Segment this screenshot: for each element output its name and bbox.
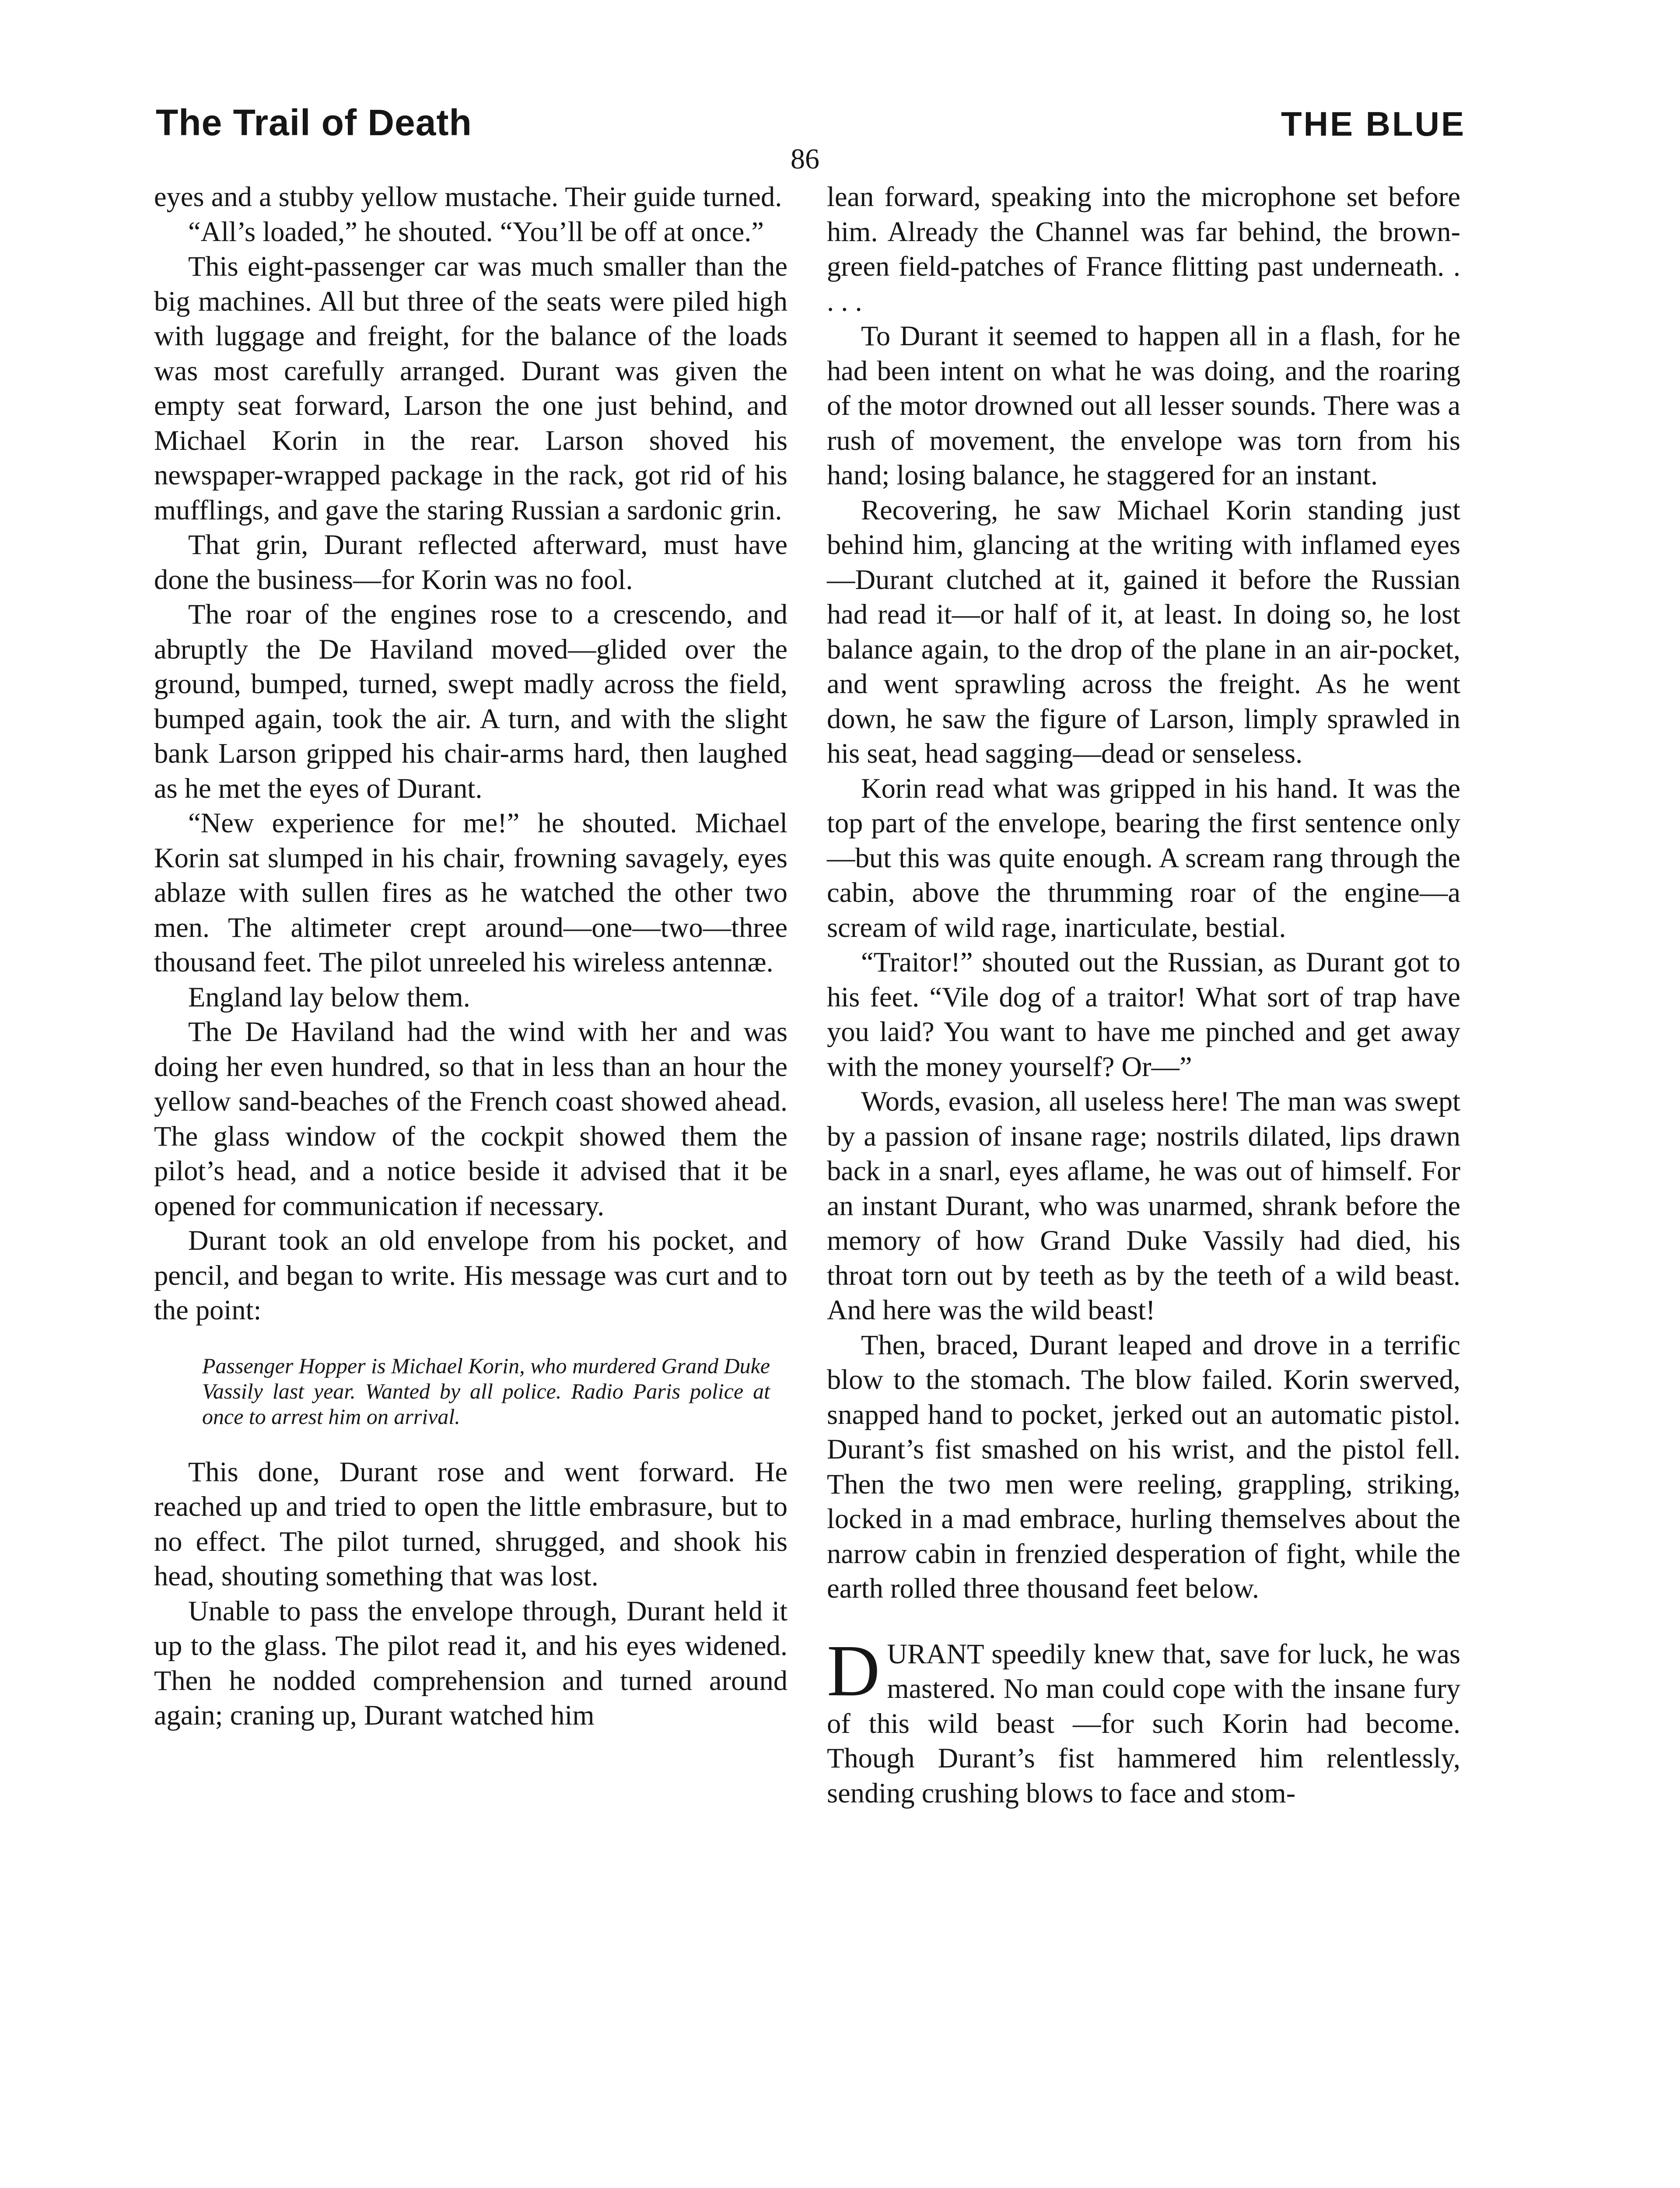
left-column <box>154 179 788 1733</box>
paragraph: Then, braced, Durant leaped and drove in a terrific blow to the stomach. The blow failed. Korin swerved, snapped hand to pocket, jerked out an automatic pistol. Durant’s fist smashed on his wrist, and the pistol fell. Then the two men were reeling, grappling, striking, locked in a mad embrace, hurling themselves about the narrow cabin in frenzied desperation of fight, while the earth rolled three thousand feet below. <box>827 1329 1460 1604</box>
quoted-message-text: Passenger Hopper is Michael Korin, who murdered Grand Duke Vassily last year. Wanted by all police. Radio Paris police at once to arrest him on arrival. <box>202 1353 770 1429</box>
paragraph: lean forward, speaking into the microphone set before him. Already the Channel was far behind, the brown-green field-patches of France flitting past underneath. . . . . <box>827 181 1460 317</box>
paragraph: Durant took an old envelope from his pocket, and pencil, and began to write. His message was curt and to the point: <box>154 1225 788 1325</box>
magazine-name: THE BLUE <box>1281 105 1466 143</box>
paragraph: “All’s loaded,” he shouted. “You’ll be off at once.” <box>188 216 764 247</box>
paragraph: The roar of the engines rose to a crescendo, and abruptly the De Haviland moved—glided over the ground, bumped, turned, swept madly across the field, bumped again, took the air. A turn, and with the slight bank Larson gripped his chair-arms hard, then laughed as he met the eyes of Durant. <box>154 599 788 804</box>
paragraph: “New experience for me!” he shouted. Michael Korin sat slumped in his chair, frowning savagely, eyes ablaze with sullen fires as he watched the other two men. The altimeter crept around—one—two—three thousand feet. The pilot unreeled his wireless antennæ. <box>154 807 788 978</box>
drop-cap: D <box>827 1630 880 1711</box>
paragraph: Unable to pass the envelope through, Durant held it up to the glass. The pilot read it, and his eyes widened. Then he nodded comprehension and turned around again; craning up, Durant watched him <box>154 1595 788 1731</box>
paragraph: This eight-passenger car was much smaller than the big machines. All but three of the seats were piled high with luggage and freight, for the balance of the loads was most carefully arranged. Durant was given the empty seat forward, Larson the one just behind, and Michael Korin in the rear. Larson shoved his newspaper-wrapped package in the rack, got rid of his mufflings, and gave the staring Russian a sardonic grin. <box>154 251 788 526</box>
paragraph: That grin, Durant reflected afterward, must have done the business—for Korin was no fool. <box>154 529 788 595</box>
paragraph: Korin read what was gripped in his hand. It was the top part of the envelope, bearing the first sentence only—but this was quite enough. A scream rang through the cabin, above the thrumming roar of the engine—a scream of wild rage, inarticulate, bestial. <box>827 772 1460 943</box>
paragraph: eyes and a stubby yellow mustache. Their guide turned. <box>154 181 782 212</box>
paragraph: To Durant it seemed to happen all in a flash, for he had been intent on what he was doing, and the roaring of the motor drowned out all lesser sounds. There was a rush of movement, the envelope was torn from his hand; losing balance, he staggered for an instant. <box>827 320 1460 491</box>
paragraph: Words, evasion, all useless here! The man was swept by a passion of insane rage; nostrils dilated, lips drawn back in a snarl, eyes aflame, he was out of himself. For an instant Durant, who was unarmed, shrank before the memory of how Grand Duke Vassily had died, his throat torn out by teeth as by the teeth of a wild beast. And here was the wild beast! <box>827 1086 1460 1325</box>
paragraph-text: URANT speedily knew that, save for luck, he was mastered. No man could cope with the insane fury of this wild beast —for such Korin had become. Though Durant’s fist hammered him relentlessly, sending crushing blows to face and stom- <box>827 1638 1460 1809</box>
page-number: 86 <box>791 143 819 175</box>
paragraph: England lay below them. <box>188 981 470 1013</box>
quoted-message <box>202 1353 788 1429</box>
section-opening-paragraph <box>827 1630 1460 1811</box>
paragraph: The De Haviland had the wind with her and was doing her even hundred, so that in less than an hour the yellow sand-beaches of the French coast showed ahead. The glass window of the cockpit showed them the pilot’s head, and a notice beside it advised that it be opened for communication if necessary. <box>154 1016 788 1221</box>
story-title: The Trail of Death <box>156 102 472 143</box>
right-column <box>827 179 1460 1810</box>
paragraph: This done, Durant rose and went forward. He reached up and tried to open the little embrasure, but to no effect. The pilot turned, shrugged, and shook his head, shouting something that was lost. <box>154 1456 788 1592</box>
paragraph: “Traitor!” shouted out the Russian, as Durant got to his feet. “Vile dog of a traitor! What sort of trap have you laid? You want to have me pinched and get away with the money yourself? Or—” <box>827 947 1460 1082</box>
paragraph: Recovering, he saw Michael Korin standing just behind him, glancing at the writing with inflamed eyes—Durant clutched at it, gained it before the Russian had read it—or half of it, at least. In doing so, he lost balance again, to the drop of the plane in an air-pocket, and went sprawling across the freight. As he went down, he saw the figure of Larson, limply sprawled in his seat, head sagging—dead or senseless. <box>827 494 1460 769</box>
